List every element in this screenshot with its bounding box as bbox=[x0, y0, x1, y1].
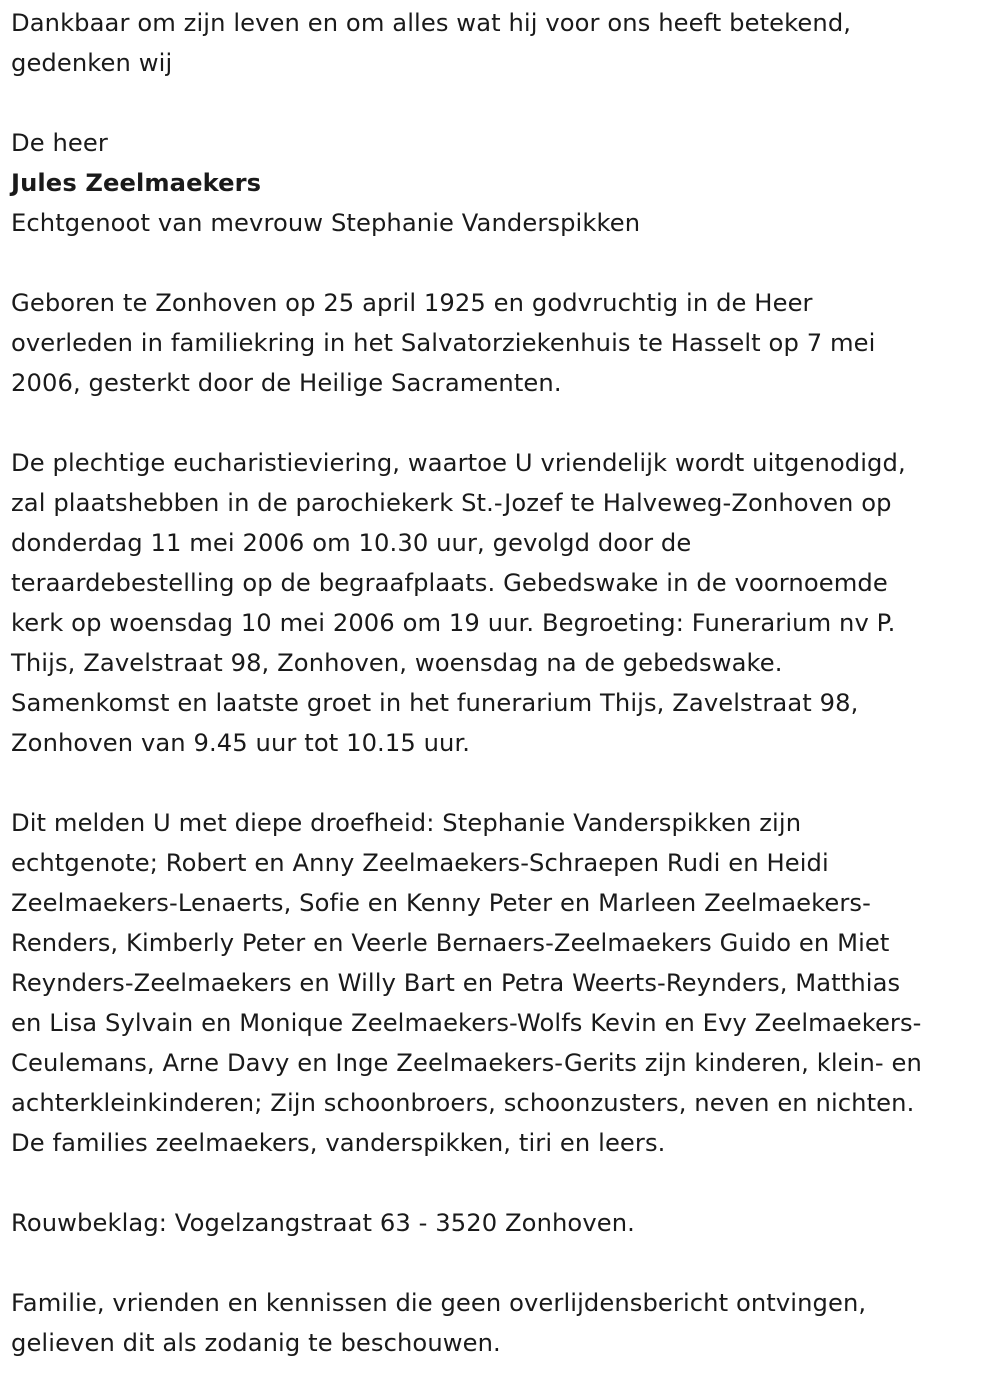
condolence-address: Rouwbeklag: Vogelzangstraat 63 - 3520 Zonhoven. bbox=[11, 1209, 635, 1237]
spouse-line: Echtgenoot van mevrouw Stephanie Vanderspikken bbox=[11, 209, 641, 237]
salutation: De heer bbox=[11, 129, 108, 157]
closing-paragraph: Familie, vrienden en kennissen die geen overlijdensbericht ontvingen, gelieven dit als zodanig te beschouwen. bbox=[11, 1289, 867, 1357]
intro-text: Dankbaar om zijn leven en om alles wat hij voor ons heeft betekend, gedenken wij bbox=[11, 9, 852, 77]
birth-death-paragraph: Geboren te Zonhoven op 25 april 1925 en godvruchtig in de Heer overleden in familiekring in het Salvatorziekenhuis te Hasselt op 7 mei 2006, gesterkt door de Heilige Sacramenten. bbox=[11, 289, 876, 397]
obituary-document bbox=[11, 3, 996, 1363]
deceased-name: Jules Zeelmaekers bbox=[11, 169, 262, 197]
ceremony-paragraph: De plechtige eucharistieviering, waartoe U vriendelijk wordt uitgenodigd, zal plaatshebben in de parochiekerk St.-Jozef te Halveweg-Zonhoven op donderdag 11 mei 2006 om 10.30 uur, gevolgd door de teraardebestelling op de begraafplaats. Gebedswake in de voornoemde kerk op woensdag 10 mei 2006 om 19 uur. Begroeting: Funerarium nv P. Thijs, Zavelstraat 98, Zonhoven, woensdag na de gebedswake. Samenkomst en laatste groet in het funerarium Thijs, Zavelstraat 98, Zonhoven van 9.45 uur tot 10.15 uur. bbox=[11, 449, 906, 757]
announcement-paragraph: Dit melden U met diepe droefheid: Stephanie Vanderspikken zijn echtgenote; Robert en Anny Zeelmaekers-Schraepen Rudi en Heidi Zeelmaekers-Lenaerts, Sofie en Kenny Peter en Marleen Zeelmaekers- Renders, Kimberly Peter en Veerle Bernaers-Zeelmaekers Guido en Miet Reynders-Zeelmaekers en Willy Bart en Petra Weerts-Reynders, Matthias en Lisa Sylvain en Monique Zeelmaekers-Wolfs Kevin en Evy Zeelmaekers- Ceulemans, Arne Davy en Inge Zeelmaekers-Gerits zijn kinderen, klein- en achterkleinkinderen; Zijn schoonbroers, schoonzusters, neven en nichten. De families zeelmaekers, vanderspikken, tiri en leers. bbox=[11, 809, 922, 1157]
